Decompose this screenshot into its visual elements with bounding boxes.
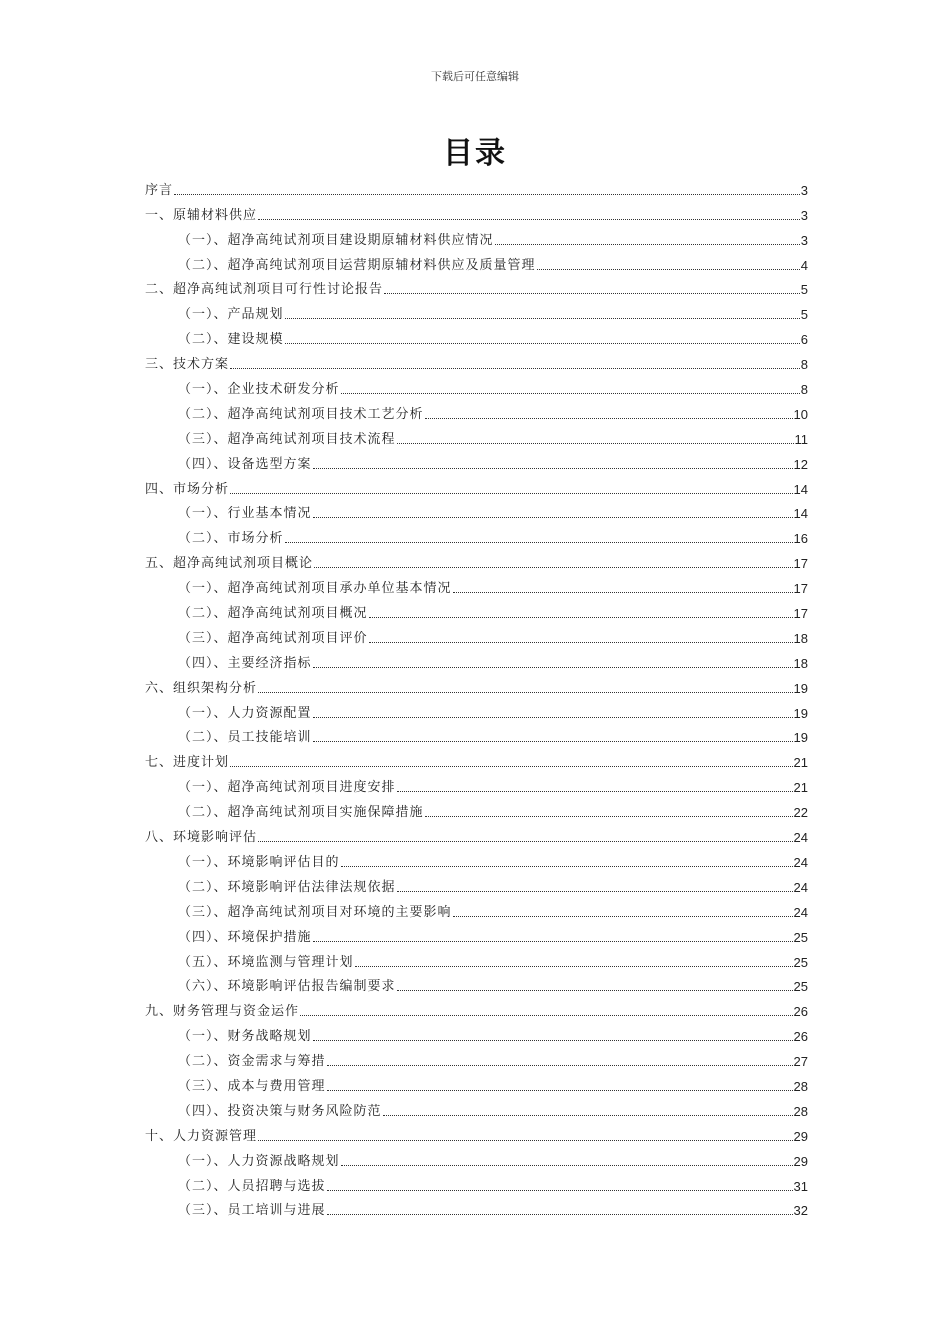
toc-entry[interactable] xyxy=(145,249,808,274)
toc-leader-dots xyxy=(300,1015,793,1016)
toc-leader-dots xyxy=(230,766,793,767)
toc-leader-dots xyxy=(355,966,793,967)
toc-entry-page-number: 24 xyxy=(793,854,808,870)
toc-entry-label: （一）、行业基本情况 xyxy=(178,506,312,522)
toc-entry[interactable] xyxy=(145,298,808,323)
toc-leader-dots xyxy=(425,816,793,817)
toc-entry-label: （三）、成本与费用管理 xyxy=(178,1078,326,1094)
toc-entry-page-number: 6 xyxy=(800,332,808,348)
toc-entry-label: （四）、设备选型方案 xyxy=(178,456,312,472)
toc-entry[interactable] xyxy=(145,896,808,921)
toc-entry[interactable] xyxy=(145,323,808,348)
toc-entry[interactable] xyxy=(145,697,808,722)
toc-entry-label: （一）、财务战略规划 xyxy=(178,1029,312,1045)
toc-leader-dots xyxy=(313,717,793,718)
toc-leader-dots xyxy=(285,542,793,543)
toc-entry-label: （一）、企业技术研发分析 xyxy=(178,382,340,398)
toc-entry-label: （一）、人力资源配置 xyxy=(178,705,312,721)
toc-entry[interactable] xyxy=(145,647,808,672)
toc-entry-label: 二、超净高纯试剂项目可行性讨论报告 xyxy=(145,282,384,298)
toc-entry[interactable] xyxy=(145,473,808,498)
page-title: 目录 xyxy=(443,136,507,171)
toc-entry[interactable] xyxy=(145,547,808,572)
toc-entry[interactable] xyxy=(145,448,808,473)
toc-entry-page-number: 19 xyxy=(793,705,808,721)
toc-entry-label: （一）、人力资源战略规划 xyxy=(178,1153,340,1169)
toc-entry-label: （一）、超净高纯试剂项目建设期原辅材料供应情况 xyxy=(178,232,494,248)
toc-entry[interactable] xyxy=(145,821,808,846)
toc-entry-page-number: 3 xyxy=(800,232,808,248)
toc-entry[interactable] xyxy=(145,522,808,547)
toc-leader-dots xyxy=(258,692,793,693)
toc-entry-label: （二）、环境影响评估法律法规依据 xyxy=(178,879,396,895)
toc-entry[interactable] xyxy=(145,1145,808,1170)
toc-entry-label: （四）、主要经济指标 xyxy=(178,655,312,671)
toc-entry[interactable] xyxy=(145,746,808,771)
toc-leader-dots xyxy=(258,219,800,220)
toc-entry-page-number: 8 xyxy=(800,382,808,398)
toc-entry[interactable] xyxy=(145,224,808,249)
toc-leader-dots xyxy=(314,567,793,568)
page-header: 下载后可任意编辑 xyxy=(431,70,519,83)
toc-leader-dots xyxy=(453,592,793,593)
toc-entry-page-number: 14 xyxy=(793,506,808,522)
toc-entry-page-number: 19 xyxy=(793,730,808,746)
toc-entry-page-number: 21 xyxy=(793,780,808,796)
toc-leader-dots xyxy=(230,493,793,494)
toc-leader-dots xyxy=(327,1090,793,1091)
toc-entry-page-number: 26 xyxy=(793,1004,808,1020)
toc-entry[interactable] xyxy=(145,1170,808,1195)
toc-leader-dots xyxy=(313,468,793,469)
toc-leader-dots xyxy=(397,443,794,444)
toc-entry-label: （四）、环境保护措施 xyxy=(178,929,312,945)
toc-entry[interactable] xyxy=(145,423,808,448)
toc-entry-page-number: 5 xyxy=(800,307,808,323)
toc-entry[interactable] xyxy=(145,572,808,597)
toc-entry[interactable] xyxy=(145,622,808,647)
toc-entry-page-number: 27 xyxy=(793,1054,808,1070)
toc-entry-label: （二）、资金需求与筹措 xyxy=(178,1054,326,1070)
toc-entry[interactable] xyxy=(145,971,808,996)
toc-entry-page-number: 16 xyxy=(793,531,808,547)
toc-entry-label: （二）、员工技能培训 xyxy=(178,730,312,746)
toc-leader-dots xyxy=(258,1140,793,1141)
toc-entry-label: 三、技术方案 xyxy=(145,357,230,373)
toc-entry-page-number: 12 xyxy=(793,456,808,472)
toc-entry-page-number: 25 xyxy=(793,929,808,945)
toc-leader-dots xyxy=(369,617,793,618)
toc-entry-label: （三）、超净高纯试剂项目对环境的主要影响 xyxy=(178,904,452,920)
toc-entry-page-number: 18 xyxy=(793,655,808,671)
toc-entry-page-number: 17 xyxy=(793,556,808,572)
toc-entry-label: （四）、投资决策与财务风险防范 xyxy=(178,1103,382,1119)
toc-entry-page-number: 24 xyxy=(793,904,808,920)
toc-entry-label: （二）、超净高纯试剂项目概况 xyxy=(178,606,368,622)
toc-entry[interactable] xyxy=(145,199,808,224)
toc-entry-label: 序言 xyxy=(145,182,174,198)
toc-entry-label: （五）、环境监测与管理计划 xyxy=(178,954,354,970)
toc-entry-label: 十、人力资源管理 xyxy=(145,1128,258,1144)
toc-entry-page-number: 29 xyxy=(793,1128,808,1144)
toc-leader-dots xyxy=(341,866,793,867)
toc-entry-label: （一）、产品规划 xyxy=(178,307,284,323)
toc-entry[interactable] xyxy=(145,597,808,622)
toc-entry-label: （六）、环境影响评估报告编制要求 xyxy=(178,979,396,995)
toc-entry-page-number: 3 xyxy=(800,182,808,198)
toc-entry-label: 五、超净高纯试剂项目概论 xyxy=(145,556,314,572)
toc-entry-page-number: 28 xyxy=(793,1078,808,1094)
toc-leader-dots xyxy=(327,1214,793,1215)
toc-entry-label: （三）、员工培训与进展 xyxy=(178,1203,326,1219)
toc-entry-page-number: 24 xyxy=(793,830,808,846)
toc-entry[interactable] xyxy=(145,672,808,697)
toc-entry-label: （三）、超净高纯试剂项目技术流程 xyxy=(178,431,396,447)
toc-entry-page-number: 18 xyxy=(793,630,808,646)
toc-leader-dots xyxy=(258,841,793,842)
toc-entry-page-number: 14 xyxy=(793,481,808,497)
toc-entry-label: 四、市场分析 xyxy=(145,481,230,497)
toc-entry-page-number: 26 xyxy=(793,1029,808,1045)
toc-entry[interactable] xyxy=(145,274,808,299)
toc-leader-dots xyxy=(313,1040,793,1041)
toc-leader-dots xyxy=(230,368,800,369)
toc-leader-dots xyxy=(341,1165,793,1166)
toc-leader-dots xyxy=(453,916,793,917)
toc-leader-dots xyxy=(313,667,793,668)
toc-entry-page-number: 22 xyxy=(793,805,808,821)
toc-entry-page-number: 25 xyxy=(793,954,808,970)
toc-entry-page-number: 8 xyxy=(800,357,808,373)
toc-entry-label: （二）、市场分析 xyxy=(178,531,284,547)
toc-leader-dots xyxy=(495,244,800,245)
toc-entry-page-number: 4 xyxy=(800,257,808,273)
toc-leader-dots xyxy=(425,418,793,419)
toc-entry[interactable] xyxy=(145,1070,808,1095)
toc-entry-label: （一）、超净高纯试剂项目进度安排 xyxy=(178,780,396,796)
toc-entry-label: 八、环境影响评估 xyxy=(145,830,258,846)
toc-leader-dots xyxy=(285,343,800,344)
toc-leader-dots xyxy=(327,1190,793,1191)
toc-leader-dots xyxy=(313,517,793,518)
toc-leader-dots xyxy=(397,791,793,792)
toc-entry[interactable] xyxy=(145,771,808,796)
toc-entry-page-number: 21 xyxy=(793,755,808,771)
toc-entry-page-number: 17 xyxy=(793,606,808,622)
toc-entry-page-number: 19 xyxy=(793,680,808,696)
toc-entry-page-number: 17 xyxy=(793,581,808,597)
toc-entry-page-number: 29 xyxy=(793,1153,808,1169)
toc-leader-dots xyxy=(384,293,800,294)
toc-entry-label: （一）、超净高纯试剂项目承办单位基本情况 xyxy=(178,581,452,597)
toc-entry[interactable] xyxy=(145,946,808,971)
toc-entry[interactable] xyxy=(145,398,808,423)
toc-leader-dots xyxy=(341,393,800,394)
toc-entry-label: （二）、超净高纯试剂项目技术工艺分析 xyxy=(178,406,424,422)
toc-leader-dots xyxy=(369,642,793,643)
toc-entry-label: 一、原辅材料供应 xyxy=(145,207,258,223)
toc-entry[interactable] xyxy=(145,796,808,821)
toc-entry[interactable] xyxy=(145,921,808,946)
toc-entry-page-number: 32 xyxy=(793,1203,808,1219)
table-of-contents xyxy=(145,174,808,1219)
toc-entry[interactable] xyxy=(145,1095,808,1120)
toc-entry-label: （三）、超净高纯试剂项目评价 xyxy=(178,630,368,646)
toc-entry[interactable] xyxy=(145,498,808,523)
toc-entry-label: （二）、建设规模 xyxy=(178,332,284,348)
toc-entry[interactable] xyxy=(145,1195,808,1220)
toc-entry-page-number: 11 xyxy=(794,431,808,447)
toc-leader-dots xyxy=(313,941,793,942)
toc-leader-dots xyxy=(313,741,793,742)
toc-entry-page-number: 28 xyxy=(793,1103,808,1119)
toc-leader-dots xyxy=(383,1115,793,1116)
toc-entry-label: 七、进度计划 xyxy=(145,755,230,771)
toc-entry[interactable] xyxy=(145,995,808,1020)
toc-entry-page-number: 3 xyxy=(800,207,808,223)
toc-entry[interactable] xyxy=(145,174,808,199)
toc-entry-page-number: 31 xyxy=(793,1178,808,1194)
toc-leader-dots xyxy=(397,990,793,991)
toc-entry[interactable] xyxy=(145,1120,808,1145)
toc-entry[interactable] xyxy=(145,1020,808,1045)
toc-entry-label: 九、财务管理与资金运作 xyxy=(145,1004,300,1020)
toc-entry[interactable] xyxy=(145,846,808,871)
toc-entry[interactable] xyxy=(145,348,808,373)
toc-entry-page-number: 10 xyxy=(793,406,808,422)
toc-entry-label: （二）、超净高纯试剂项目实施保障措施 xyxy=(178,805,424,821)
toc-entry-label: （二）、人员招聘与选拔 xyxy=(178,1178,326,1194)
toc-entry-page-number: 25 xyxy=(793,979,808,995)
toc-entry-label: 六、组织架构分析 xyxy=(145,680,258,696)
toc-entry[interactable] xyxy=(145,373,808,398)
toc-entry[interactable] xyxy=(145,871,808,896)
toc-leader-dots xyxy=(174,194,800,195)
toc-leader-dots xyxy=(397,891,793,892)
toc-leader-dots xyxy=(327,1065,793,1066)
toc-entry-label: （一）、环境影响评估目的 xyxy=(178,854,340,870)
toc-leader-dots xyxy=(537,269,800,270)
toc-entry-page-number: 5 xyxy=(800,282,808,298)
toc-entry[interactable] xyxy=(145,722,808,747)
toc-entry-label: （二）、超净高纯试剂项目运营期原辅材料供应及质量管理 xyxy=(178,257,536,273)
toc-entry-page-number: 24 xyxy=(793,879,808,895)
toc-entry[interactable] xyxy=(145,1045,808,1070)
toc-leader-dots xyxy=(285,318,800,319)
